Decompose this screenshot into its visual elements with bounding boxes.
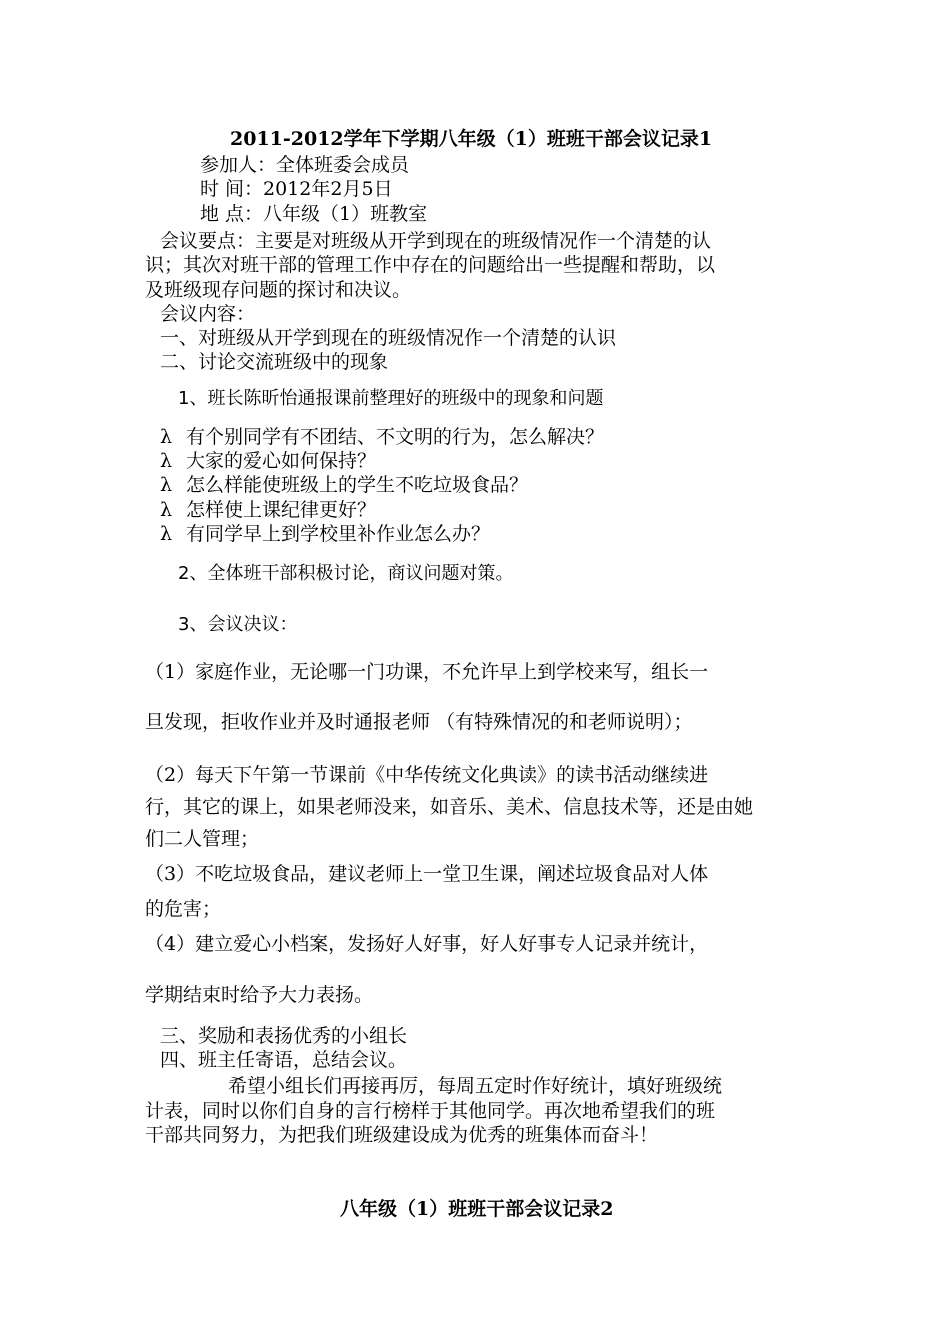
resolution-line: （4）建立爱心小档案，发扬好人好事，好人好事专人记录并统计， <box>145 933 709 955</box>
question-text: 怎样使上课纪律更好？ <box>186 499 377 521</box>
bullet-icon: λ <box>160 426 173 448</box>
section-heading: 一、对班级从开学到现在的班级情况作一个清楚的认识 <box>160 327 617 349</box>
bullet-icon: λ <box>160 499 173 521</box>
section-heading: 三、奖励和表扬优秀的小组长 <box>160 1025 408 1047</box>
resolution-line: 行，其它的课上，如果老师没来，如音乐、美术、信息技术等，还是由她 <box>145 796 754 818</box>
resolution-line: （1）家庭作业，无论哪一门功课，不允许早上到学校来写，组长一 <box>145 661 709 683</box>
closing-line: 干部共同努力，为把我们班级建设成为优秀的班集体而奋斗！ <box>145 1124 659 1146</box>
agenda-item: 2、全体班干部积极讨论，商议问题对策。 <box>178 563 514 584</box>
document-title-2: 八年级（1）班班干部会议记录2 <box>340 1198 614 1220</box>
agenda-item: 3、会议决议： <box>178 614 298 635</box>
question-item <box>160 424 830 450</box>
resolution-line: 学期结束时给予大力表扬。 <box>145 984 374 1006</box>
resolution-line: 旦发现，拒收作业并及时通报老师 （有特殊情况的和老师说明）； <box>145 711 693 733</box>
question-item <box>160 448 830 474</box>
bullet-icon: λ <box>160 450 173 472</box>
agenda-item: 1、班长陈昕怡通报课前整理好的班级中的现象和问题 <box>178 388 604 409</box>
question-item <box>160 497 830 523</box>
closing-line: 计表，同时以你们自身的言行榜样于其他同学。再次地希望我们的班 <box>145 1100 716 1122</box>
document-title: 2011-2012学年下学期八年级（1）班班干部会议记录1 <box>230 128 713 150</box>
resolution-line: （2）每天下午第一节课前《中华传统文化典读》的读书活动继续进 <box>145 764 709 786</box>
bullet-icon: λ <box>160 523 173 545</box>
resolution-line: 的危害； <box>145 898 222 920</box>
section-heading: 四、班主任寄语，总结会议。 <box>160 1049 408 1071</box>
question-text: 有同学早上到学校里补作业怎么办？ <box>186 523 491 545</box>
attendees-line: 参加人：全体班委会成员 <box>200 154 410 176</box>
resolution-line: （3）不吃垃圾食品，建议老师上一堂卫生课，阐述垃圾食品对人体 <box>145 863 709 885</box>
closing-line: 希望小组长们再接再厉，每周五定时作好统计，填好班级统 <box>228 1075 723 1097</box>
meeting-points-line: 识；其次对班干部的管理工作中存在的问题给出一些提醒和帮助，以 <box>145 254 716 276</box>
meeting-points-line: 及班级现存问题的探讨和决议。 <box>145 279 412 301</box>
time-line: 时 间：2012年2月5日 <box>200 178 393 200</box>
resolution-line: 们二人管理； <box>145 828 260 850</box>
meeting-points-line: 会议要点：主要是对班级从开学到现在的班级情况作一个清楚的认 <box>160 230 712 252</box>
bullet-icon: λ <box>160 474 173 496</box>
content-label: 会议内容： <box>160 303 256 325</box>
question-text: 怎么样能使班级上的学生不吃垃圾食品？ <box>186 474 529 496</box>
place-line: 地 点：八年级（1）班教室 <box>200 203 428 225</box>
question-text: 有个别同学有不团结、不文明的行为，怎么解决？ <box>186 426 605 448</box>
question-item <box>160 521 830 547</box>
question-text: 大家的爱心如何保持？ <box>186 450 377 472</box>
section-heading: 二、讨论交流班级中的现象 <box>160 351 389 373</box>
question-item <box>160 472 830 498</box>
